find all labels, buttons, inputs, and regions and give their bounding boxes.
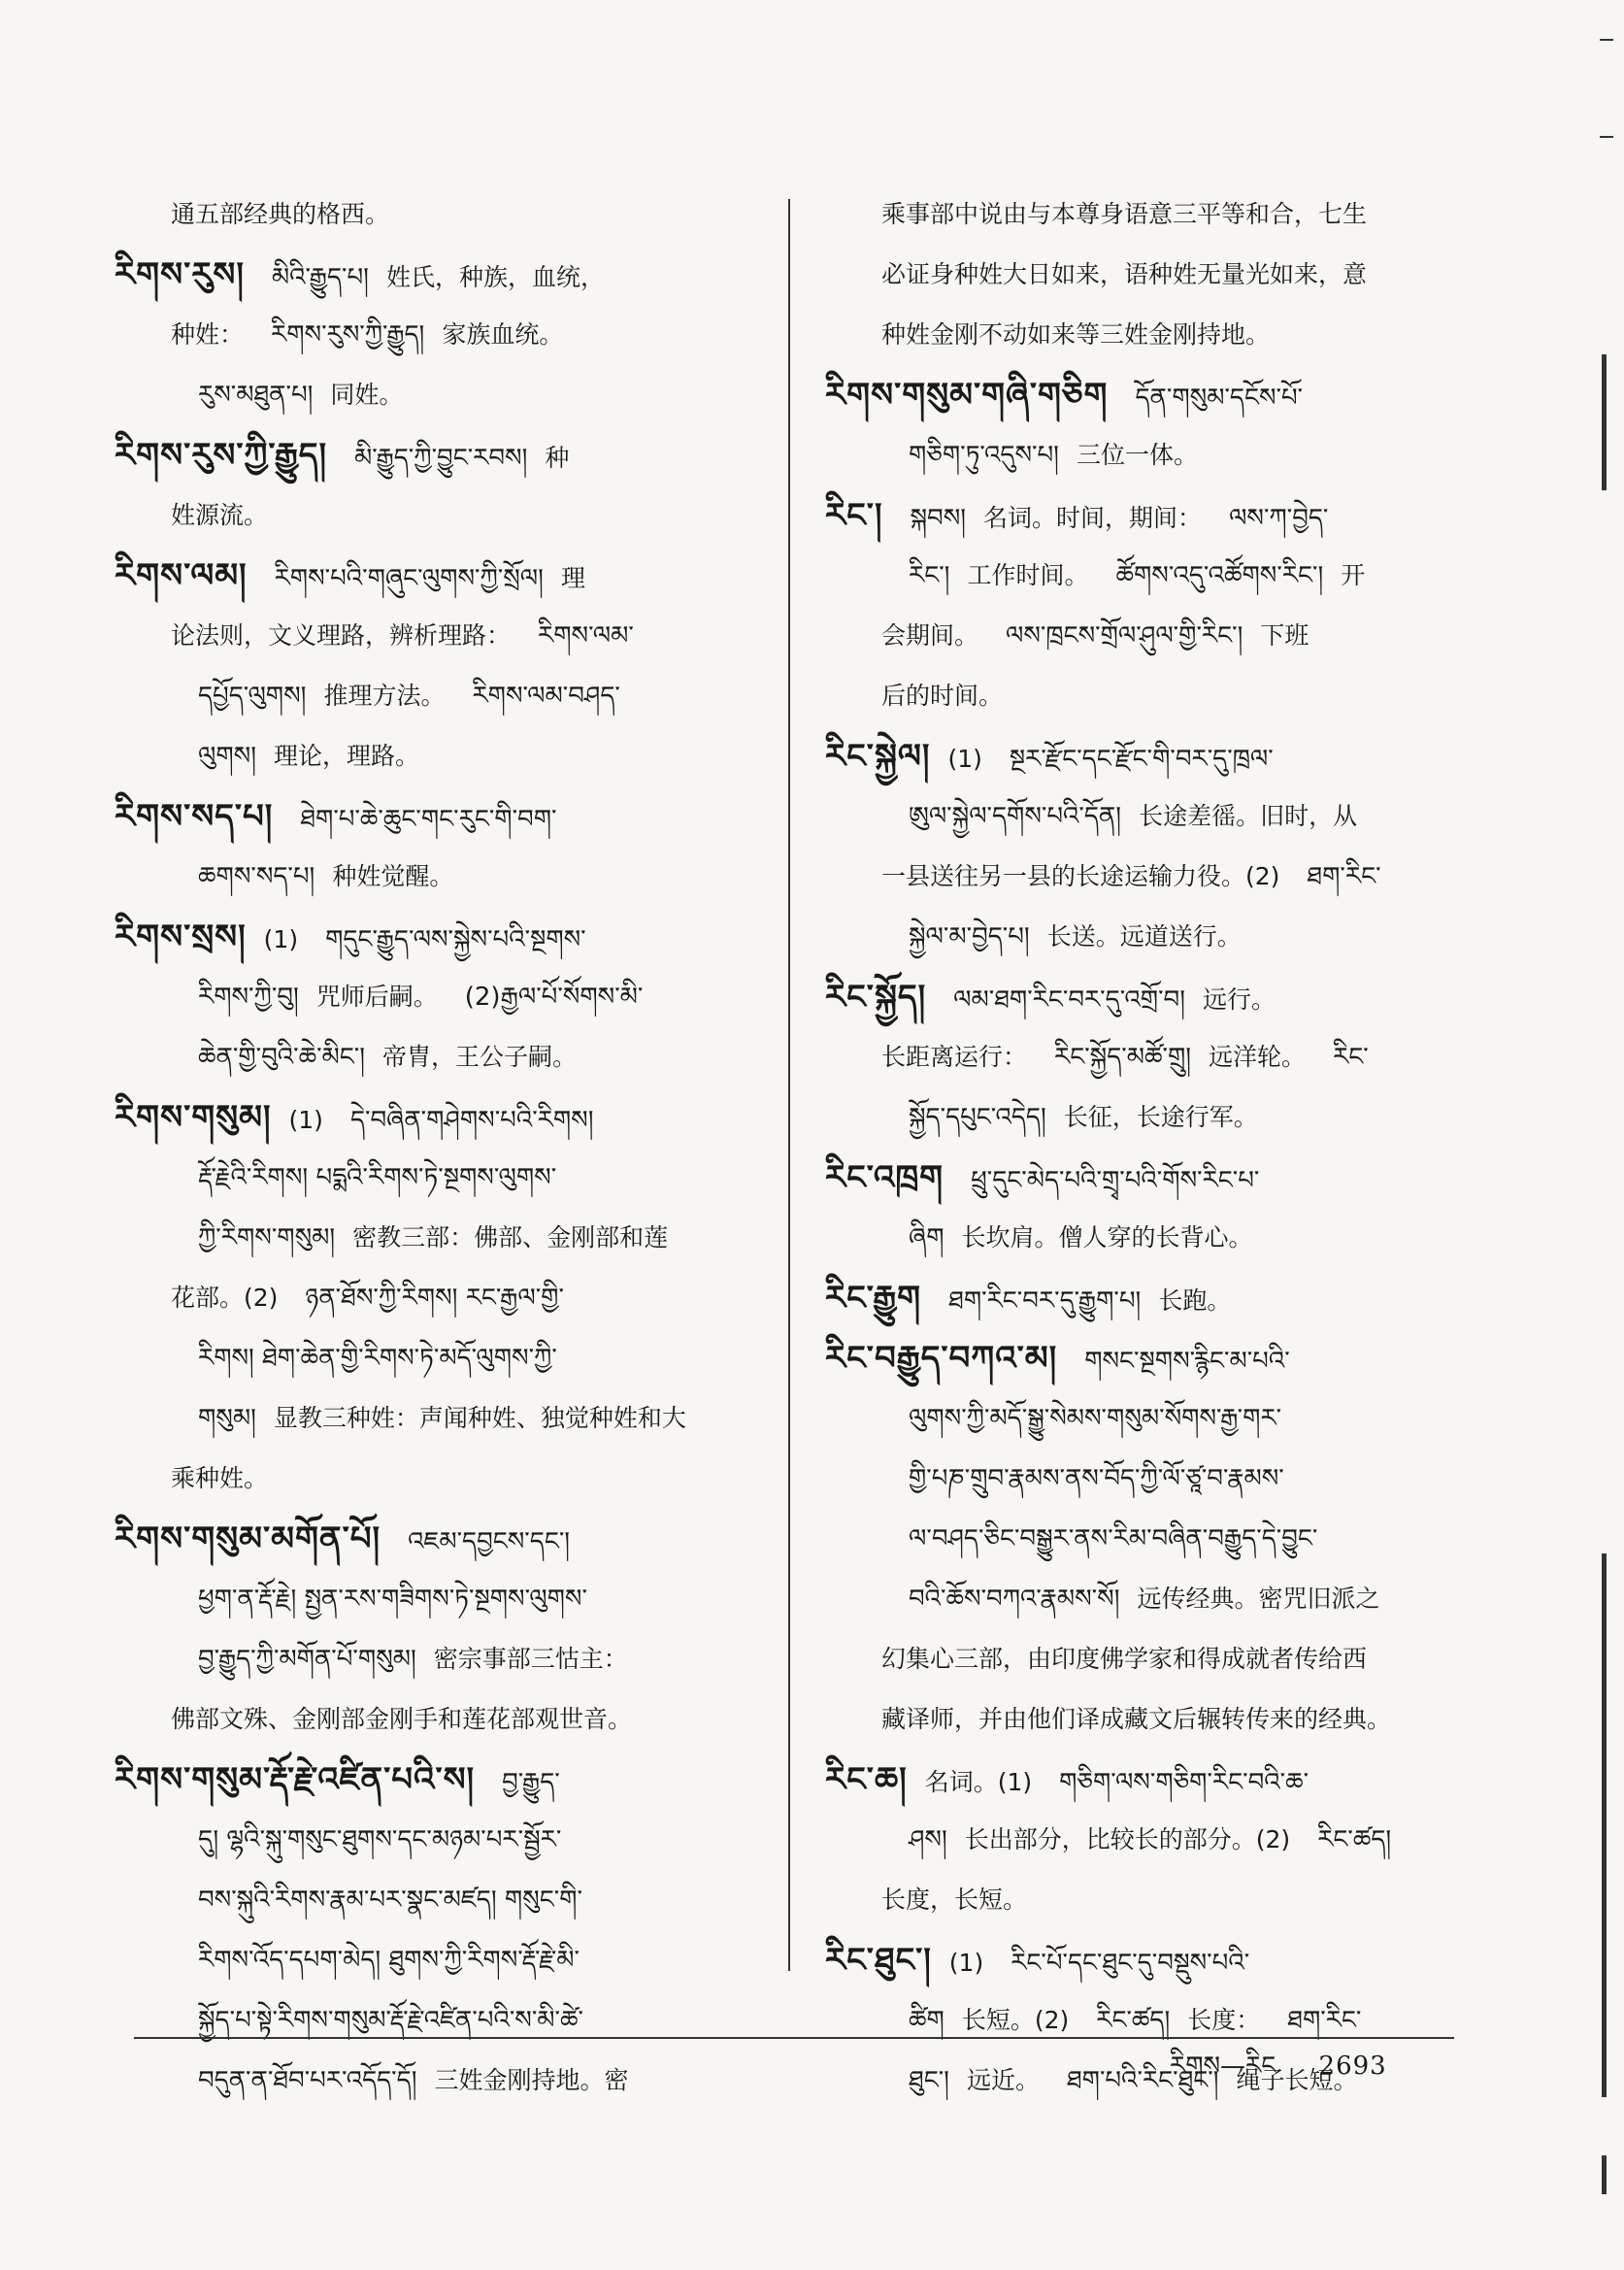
entry-headword-line: [115, 1750, 767, 1810]
tibetan-text: ཀྱི་རིགས་གསུམ།: [198, 1223, 336, 1252]
entry-line: [825, 606, 1456, 666]
chinese-text: 绳子长短。: [1236, 2066, 1358, 2094]
entry-line: [115, 1629, 767, 1689]
entry-line: [115, 1388, 767, 1449]
chinese-text: (1): [948, 1949, 984, 1977]
chinese-text: 论法则，文义理路，辨析理路：: [171, 621, 512, 650]
chinese-text: 乘事部中说由与本尊身语意三平等和合，七生: [881, 200, 1368, 228]
entry-line: [825, 1087, 1456, 1148]
chinese-text: 种姓金刚不动如来等三姓金刚持地。: [881, 320, 1271, 349]
entry-headword-line: [825, 1750, 1456, 1810]
entry-line: [115, 1990, 767, 2051]
entry-headword-line: [825, 1328, 1456, 1388]
right-column: [825, 184, 1456, 2111]
tibetan-text: རིང་: [1333, 1043, 1369, 1072]
entry-line: [825, 786, 1456, 847]
entry-line: [825, 1027, 1456, 1087]
tibetan-text: ཤས།: [909, 1825, 947, 1854]
entry-line: [825, 666, 1456, 726]
chinese-text: 长短。(2): [961, 2006, 1070, 2034]
entry-line: [825, 907, 1456, 967]
tibetan-text: གདུང་རྒྱུད་ལས་སྐྱེས་པའི་སྔགས་: [325, 925, 586, 954]
chinese-text: (1): [947, 745, 982, 773]
entry-line: [825, 847, 1456, 907]
entry-line: [115, 847, 767, 907]
scan-edge-mark: [1600, 136, 1613, 138]
chinese-text: 长度，长短。: [881, 1886, 1028, 1914]
tibetan-text: གསང་སྔགས་རྙིང་མ་པའི་: [1084, 1347, 1290, 1376]
tibetan-text: རིགས། ཐེག་ཆེན་གྱི་རིགས་ཏེ་མདོ་ལུགས་ཀྱི་: [198, 1344, 557, 1373]
chinese-text: 远洋轮。: [1209, 1043, 1307, 1071]
headword: རིགས་གསུམ་རྡོ་རྗེ་འཛིན་པའི་ས།: [115, 1760, 476, 1799]
chinese-text: 下班: [1260, 621, 1309, 650]
headword: རིང་།: [825, 496, 883, 535]
tibetan-text: རུས་མཐུན་པ།: [198, 381, 314, 410]
chinese-text: 后的时间。: [881, 682, 1004, 710]
tibetan-text: རིང་སྐྱོད་མཚོ་གྲུ།: [1054, 1043, 1192, 1072]
headword: རིང་ཆ།: [825, 1760, 908, 1799]
tibetan-text: གཅིག་ཏུ་འདུས་པ།: [909, 441, 1059, 470]
tibetan-text: ཆགས་སད་པ།: [198, 862, 315, 891]
entry-line: [115, 1569, 767, 1629]
entry-headword-line: [115, 546, 767, 606]
entry-line: [115, 967, 767, 1027]
entry-line: [115, 726, 767, 786]
chinese-text: 必证身种姓大日如来，语种姓无量光如来，意: [881, 260, 1368, 288]
entry-line: [115, 1870, 767, 1930]
tibetan-text: ཉན་ཐོས་ཀྱི་རིགས། རང་རྒྱལ་གྱི་: [305, 1284, 564, 1313]
headword: རིགས་རུས་ཀྱི་རྒྱུད།: [115, 436, 328, 475]
page-footer: [1170, 2047, 1387, 2086]
chinese-text: 会期间。: [881, 621, 979, 650]
chinese-text: 名词。时间，期间：: [983, 504, 1203, 532]
headword: རིགས་རུས།: [115, 255, 245, 294]
entry-line: [825, 245, 1456, 305]
tibetan-text: རིགས་རུས་ཀྱི་རྒྱུད།: [271, 320, 425, 350]
entry-line: [825, 1208, 1456, 1268]
entry-line: [825, 1509, 1456, 1569]
entry-headword-line: [825, 967, 1456, 1027]
chinese-text: 远近。: [966, 2066, 1040, 2094]
tibetan-text: རིགས་པའི་གཞུང་ལུགས་ཀྱི་སྲོལ།: [274, 564, 544, 593]
chinese-text: 理论，理路。: [273, 742, 419, 770]
tibetan-text: བྱ་རྒྱུད་: [502, 1768, 560, 1797]
tibetan-text: རྡོ་རྗེའི་རིགས། པདྨའི་རིགས་ཏེ་སྔགས་ལུགས་: [198, 1163, 557, 1192]
tibetan-text: རིགས་ལམ་: [538, 621, 634, 651]
tibetan-text: སྐབས།: [910, 504, 967, 533]
tibetan-text: ཚིག: [909, 2006, 945, 2035]
entry-line: [115, 1449, 767, 1509]
tibetan-text: རིགས་ལམ་བཤད་: [472, 682, 620, 711]
chinese-text: 密教三部：佛部、金刚部和莲: [352, 1223, 669, 1252]
chinese-text: 长送。远道送行。: [1046, 922, 1242, 951]
chinese-text: 三位一体。: [1076, 441, 1198, 469]
chinese-text: 姓源流。: [171, 501, 269, 529]
tibetan-text: རིགས་ཀྱི་བུ།: [198, 983, 299, 1012]
entry-line: [115, 606, 767, 666]
chinese-text: 长征，长途行军。: [1063, 1103, 1258, 1131]
tibetan-text: ཨུལ་སྐྱེལ་དགོས་པའི་དོན།: [909, 802, 1122, 831]
tibetan-text: ཕྲུ་དུང་མེད་པའི་གྲྭ་པའི་གོས་རིང་པ་: [971, 1166, 1260, 1195]
tibetan-text: ཐག་རིང་: [1287, 2006, 1362, 2035]
tibetan-text: བདུན་ན་ཐོབ་པར་འདོད་དོ།: [198, 2066, 417, 2095]
entry-line: [115, 2051, 767, 2111]
entry-headword-line: [825, 1930, 1456, 1990]
tibetan-text: རིང་ཚད།: [1317, 1825, 1392, 1854]
headword: རིགས་གསུམ་གཞི་གཅིག: [825, 376, 1109, 415]
chinese-text: 工作时间。: [967, 561, 1089, 589]
scan-edge-mark: [1602, 354, 1607, 490]
chinese-text: 同姓。: [330, 381, 404, 409]
tibetan-text: དཔྱོད་ལུགས།: [198, 682, 307, 711]
entry-line: [825, 1870, 1456, 1930]
entry-headword-line: [825, 485, 1456, 546]
tibetan-text: ཆེན་གྱི་བུའི་ཆེ་མིང་།: [198, 1043, 366, 1072]
entry-line: [825, 184, 1456, 245]
tibetan-text: འཇམ་དབྱངས་དང་།: [408, 1527, 571, 1556]
scan-edge-mark: [1600, 39, 1613, 41]
tibetan-text: མིའི་རྒྱུད་པ།: [271, 263, 369, 292]
chinese-text: 密宗事部三怙主：: [433, 1645, 628, 1673]
chinese-text: 长距离运行：: [881, 1043, 1028, 1071]
entry-line: [115, 1148, 767, 1208]
running-head: རིགས—རིང: [1170, 2052, 1276, 2081]
chinese-text: 咒师后嗣。: [315, 983, 438, 1011]
headword: རིང་སྐྱོད།: [825, 978, 927, 1017]
column-divider: [788, 199, 790, 1971]
footer-rule: [134, 2037, 1454, 2039]
chinese-text: 通五部经典的格西。: [171, 200, 390, 228]
entry-headword-line: [115, 786, 767, 847]
tibetan-text: ཕྱག་ན་རྡོ་རྗེ། སྤྱན་རས་གཟིགས་ཏེ་སྔགས་ལུགས་: [198, 1585, 587, 1614]
tibetan-text: སྐྱོད་པ་སྟེ་རིགས་གསུམ་རྡོ་རྗེ་འཛིན་པའི་ས་མི་ཚེ་: [198, 2006, 583, 2035]
entry-line: [825, 546, 1456, 606]
entry-headword-line: [115, 1087, 767, 1148]
chinese-text: 长坎肩。僧人穿的长背心。: [961, 1223, 1253, 1252]
entry-headword-line: [115, 907, 767, 967]
tibetan-text: རིང་ཚད།: [1096, 2006, 1171, 2035]
chinese-text: 帝胄，王公子嗣。: [382, 1043, 578, 1071]
entry-line: [825, 1689, 1456, 1750]
headword: རིང་བརྒྱུད་བཀའ་མ།: [825, 1339, 1058, 1378]
entry-headword-line: [825, 365, 1456, 425]
chinese-text: 种姓：: [171, 320, 245, 349]
chinese-text: 理: [560, 564, 585, 592]
tibetan-text: དུ། ལྷའི་སྐུ་གསུང་ཐུགས་དང་མཉམ་པར་སྦྱོར་: [198, 1825, 562, 1854]
chinese-text: 家族血统。: [442, 320, 564, 349]
tibetan-text: རིང་པོ་དང་ཐུང་དུ་བསྡུས་པའི་: [1011, 1949, 1250, 1978]
chinese-text: 远行。: [1202, 985, 1276, 1014]
headword: རིགས་གསུམ།: [115, 1098, 272, 1137]
tibetan-text: ཞིག: [909, 1223, 945, 1252]
entry-headword-line: [115, 245, 767, 305]
tibetan-text: སྐྱོད་དཔུང་འདེད།: [909, 1103, 1046, 1132]
chinese-text: 名词。(1): [924, 1768, 1033, 1796]
entry-line: [825, 1388, 1456, 1449]
entry-line: [825, 305, 1456, 365]
tibetan-text: དོན་གསུམ་དངོས་པོ་: [1135, 384, 1304, 413]
tibetan-text: ལ་བཤད་ཅིང་བསྒྱུར་ནས་རིམ་བཞིན་བརྒྱུད་དེ་བྱུང་: [909, 1524, 1318, 1553]
tibetan-text: ལུགས་ཀྱི་མདོ་སྒྱུ་སེམས་གསུམ་སོགས་རྒྱ་གར་: [909, 1404, 1282, 1433]
entry-line: [115, 1268, 767, 1328]
chinese-text: 藏译师，并由他们译成藏文后辗转传来的经典。: [881, 1705, 1392, 1733]
tibetan-text: ཚོགས་འདུ་འཚོགས་རིང་།: [1115, 561, 1324, 590]
entry-line: [825, 1569, 1456, 1629]
headword: རིགས་ལམ།: [115, 556, 248, 595]
tibetan-text: སྔར་རྫོང་དང་རྫོང་གི་བར་དུ་ཁྲལ་: [1009, 745, 1274, 774]
scan-edge-mark: [1602, 1553, 1607, 2097]
chinese-text: 长出部分，比较长的部分。(2): [964, 1825, 1291, 1853]
tibetan-text: དེ་བཞིན་གཤེགས་པའི་རིགས།: [349, 1106, 594, 1135]
entry-line: [115, 1328, 767, 1388]
entry-line: [115, 1689, 767, 1750]
tibetan-text: བའི་ཆོས་བཀའ་རྣམས་སོ།: [909, 1585, 1120, 1614]
tibetan-text: (2)རྒྱལ་པོ་སོགས་མི་: [464, 983, 644, 1012]
chinese-text: (1): [263, 925, 299, 953]
entry-line: [825, 1629, 1456, 1689]
tibetan-text: མི་རྒྱུད་ཀྱི་བྱུང་རབས།: [354, 444, 528, 473]
chinese-text: 开: [1341, 561, 1366, 589]
chinese-text: (1): [288, 1106, 323, 1134]
tibetan-text: བས་སྐུའི་རིགས་རྣམ་པར་སྣང་མཛད། གསུང་གི་: [198, 1886, 582, 1915]
page-number: 2693: [1318, 2052, 1387, 2081]
headword: རིང་འཁྲག: [825, 1158, 945, 1197]
headword: རིང་སྐྱེལ།: [825, 737, 931, 776]
tibetan-text: ལས་ཁྲངས་གྲོལ་ཤུལ་གྱི་རིང་།: [1006, 621, 1243, 651]
tibetan-text: གྱི་པཎ་གྲུབ་རྣམས་ནས་བོད་ཀྱི་ལོ་ཙཱ་བ་རྣམས་: [909, 1464, 1284, 1493]
entry-headword-line: [825, 1148, 1456, 1208]
tibetan-text: ལུགས།: [198, 742, 256, 771]
headword: རིགས་སད་པ།: [115, 797, 274, 836]
tibetan-text: ཐག་རིང་: [1307, 862, 1381, 891]
entry-line: [115, 184, 767, 245]
chinese-text: 种: [545, 444, 570, 472]
entry-line: [115, 666, 767, 726]
headword: རིགས་གསུམ་མགོན་པོ།: [115, 1519, 381, 1558]
entry-headword-line: [115, 425, 767, 485]
chinese-text: 姓氏，种族，血统，: [385, 263, 605, 291]
chinese-text: 种姓觉醒。: [332, 862, 454, 890]
entry-line: [115, 485, 767, 546]
tibetan-text: རིང་།: [909, 561, 950, 590]
entry-line: [115, 365, 767, 425]
tibetan-text: ཐེག་པ་ཆེ་ཆུང་གང་རུང་གི་བག་: [300, 805, 557, 834]
tibetan-text: གཅིག་ལས་གཅིག་རིང་བའི་ཆ་: [1059, 1768, 1309, 1797]
entry-headword-line: [825, 726, 1456, 786]
entry-line: [115, 1027, 767, 1087]
headword: རིགས་སྲས།: [115, 918, 247, 956]
chinese-text: 长途差徭。旧时，从: [1139, 802, 1358, 830]
tibetan-text: ལམ་ཐག་རིང་བར་དུ་འགྲོ་བ།: [953, 985, 1185, 1015]
entry-line: [825, 425, 1456, 485]
tibetan-text: བྱ་རྒྱུད་ཀྱི་མགོན་པོ་གསུམ།: [198, 1645, 416, 1674]
chinese-text: 长跑。: [1158, 1286, 1232, 1315]
tibetan-text: ལས་ཀ་བྱེད་: [1229, 504, 1329, 533]
left-column: [115, 184, 767, 2111]
headword: རིང་ཐུང་།: [825, 1941, 932, 1980]
entry-headword-line: [115, 1509, 767, 1569]
chinese-text: 三姓金刚持地。密: [434, 2066, 629, 2094]
entry-line: [825, 1810, 1456, 1870]
entry-line: [825, 1449, 1456, 1509]
tibetan-text: གསུམ།: [198, 1404, 256, 1433]
entry-headword-line: [825, 1268, 1456, 1328]
chinese-text: 远传经典。密咒旧派之: [1137, 1585, 1380, 1613]
tibetan-text: སྐྱེལ་མ་བྱེད་པ།: [909, 922, 1030, 951]
chinese-text: 显教三种姓：声闻种姓、独觉种姓和大: [273, 1404, 686, 1432]
tibetan-text: ཐག་རིང་བར་དུ་རྒྱུག་པ།: [948, 1286, 1142, 1316]
chinese-text: 一县送往另一县的长途运输力役。(2): [881, 862, 1280, 890]
chinese-text: 幻集心三部，由印度佛学家和得成就者传给西: [881, 1645, 1368, 1673]
entry-line: [825, 1990, 1456, 2051]
tibetan-text: ཐག་པའི་རིང་ཐུང་།: [1066, 2066, 1219, 2095]
chinese-text: 乘种姓。: [171, 1464, 269, 1492]
scan-edge-mark: [1602, 2155, 1607, 2194]
chinese-text: 推理方法。: [323, 682, 446, 710]
entry-line: [115, 1208, 767, 1268]
tibetan-text: ཐུང་།: [909, 2066, 949, 2095]
headword: རིང་རྒྱུག: [825, 1279, 922, 1318]
entry-line: [115, 1810, 767, 1870]
entry-line: [115, 305, 767, 365]
chinese-text: 长度：: [1187, 2006, 1261, 2034]
chinese-text: 花部。(2): [171, 1284, 279, 1312]
entry-line: [115, 1930, 767, 1990]
tibetan-text: རིགས་འོད་དཔག་མེད། ཐུགས་ཀྱི་རིགས་རྡོ་རྗེ་མི་: [198, 1946, 580, 1975]
chinese-text: 佛部文殊、金刚部金刚手和莲花部观世音。: [171, 1705, 633, 1733]
